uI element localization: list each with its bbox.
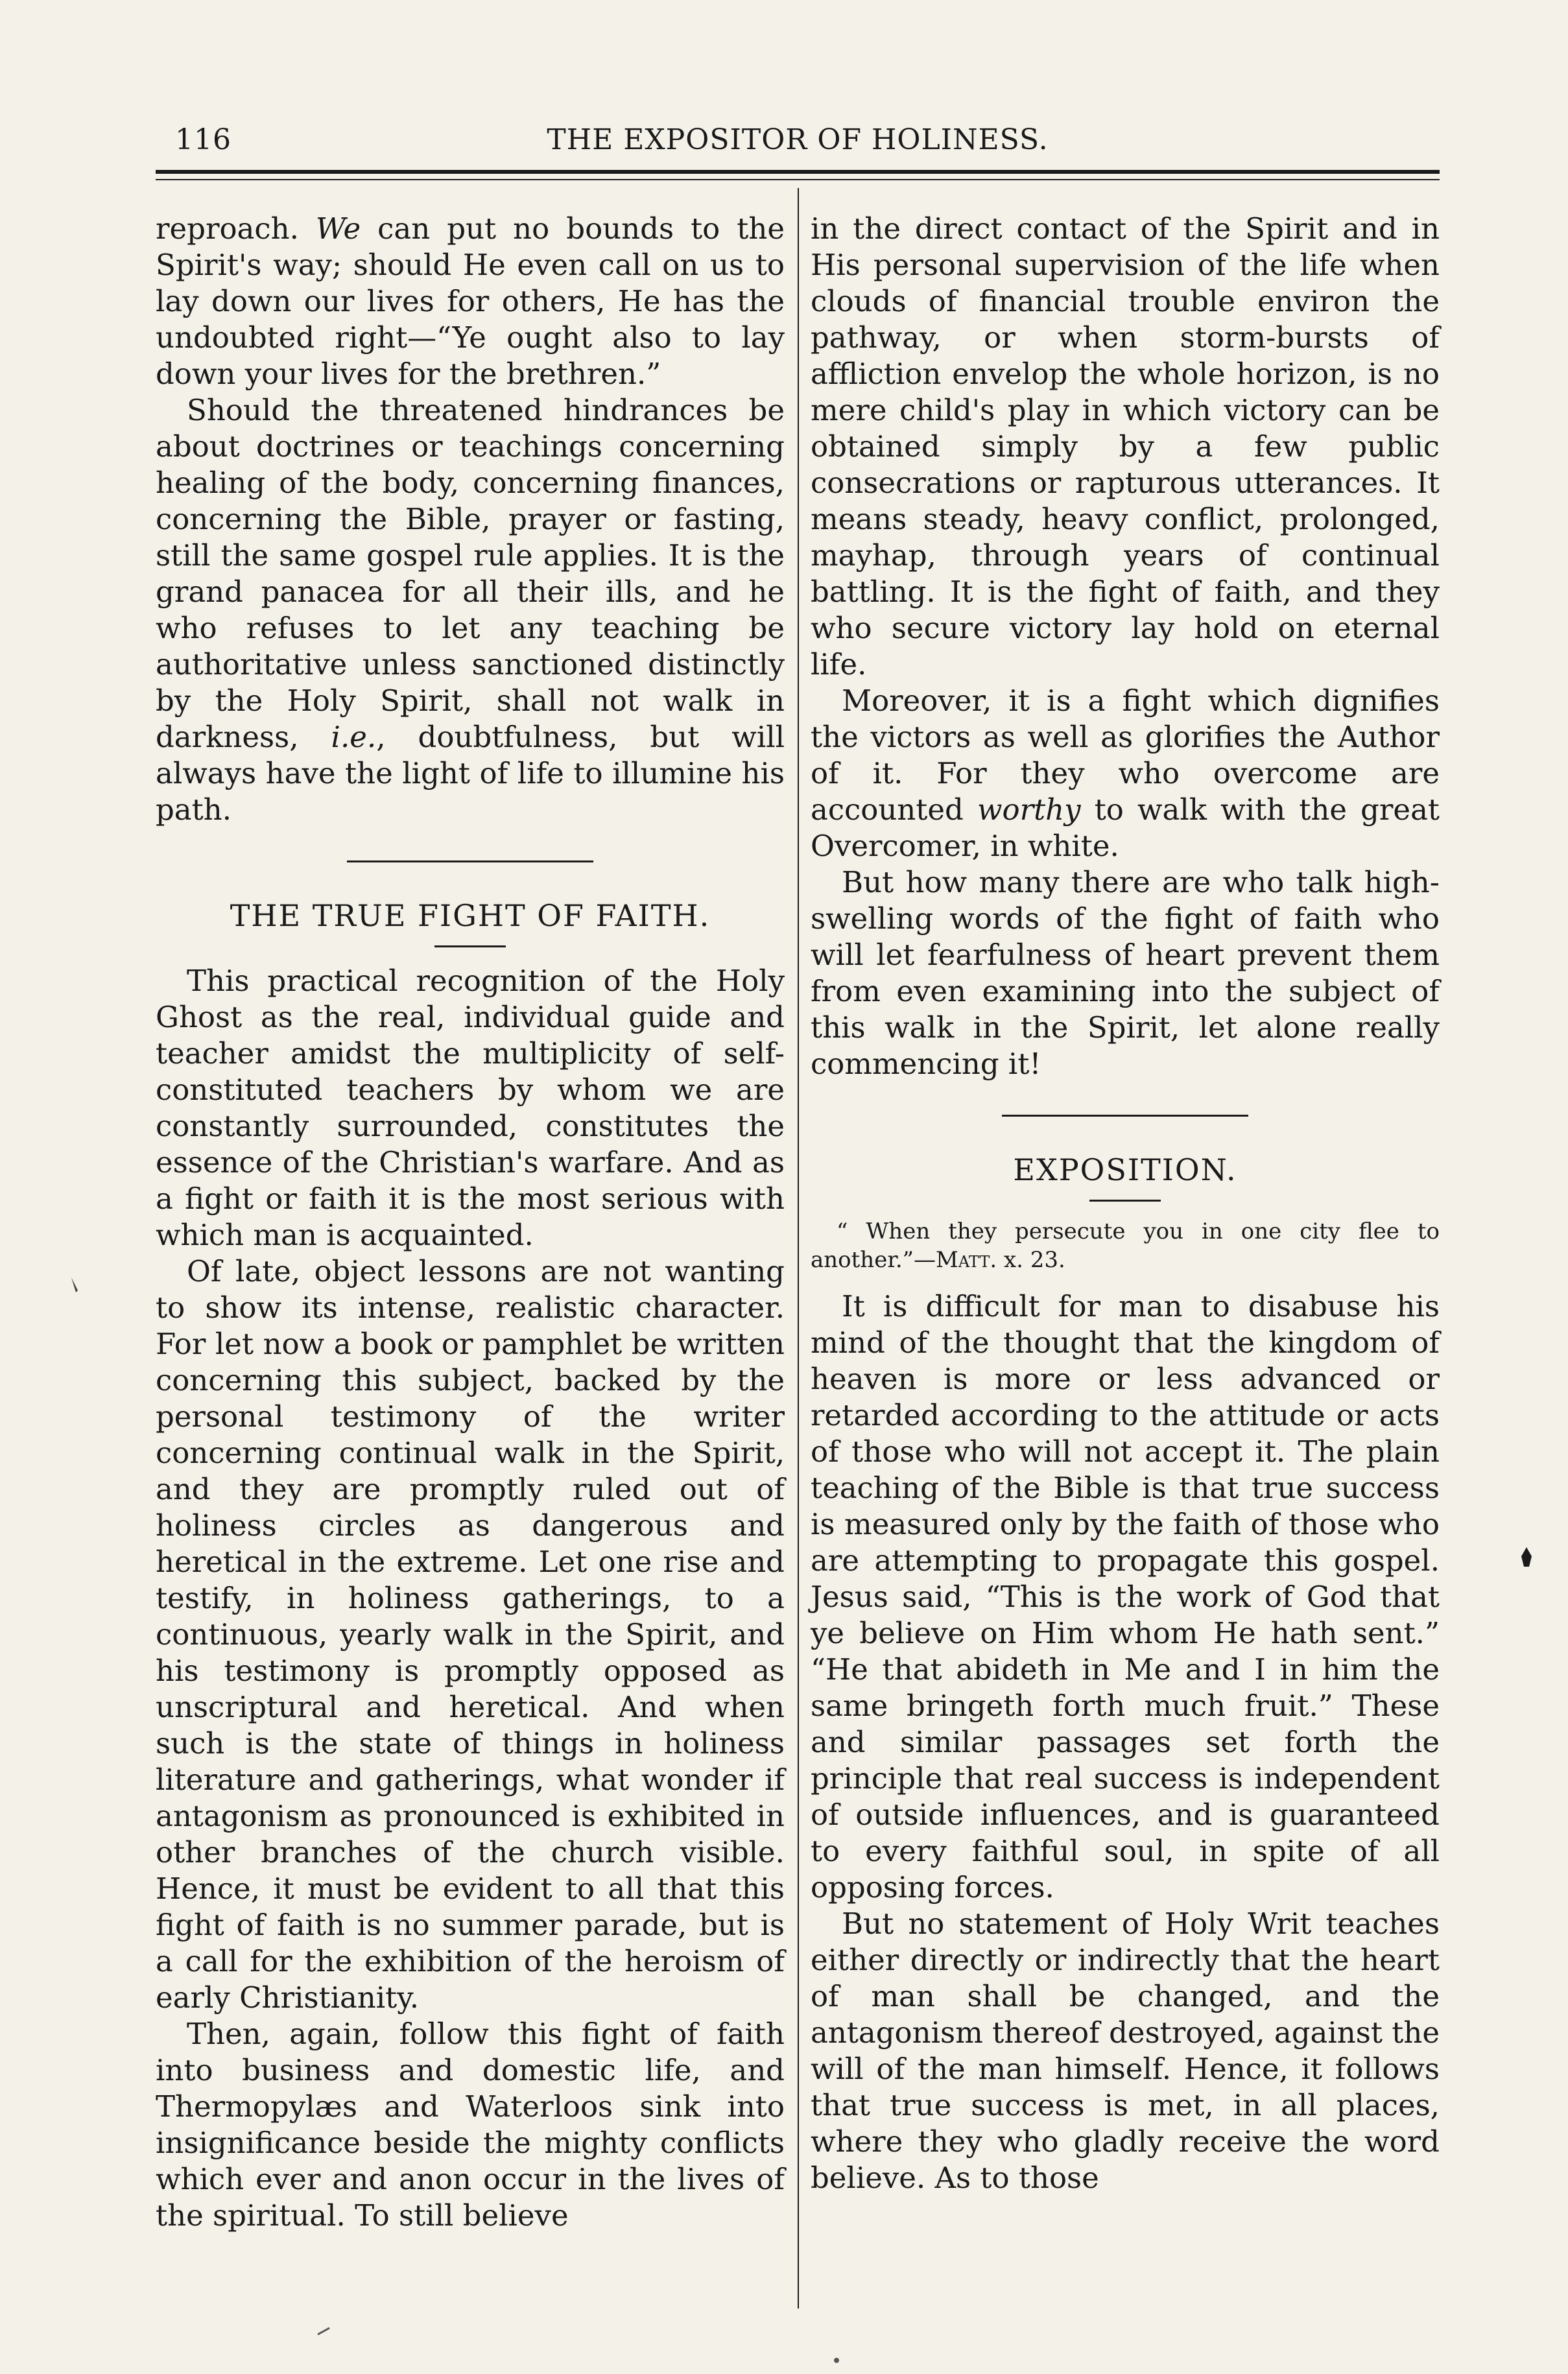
section-separator bbox=[1002, 1115, 1248, 1117]
paragraph: But how many there are who talk high-swelling words of the fight of faith who will let fearfulness of heart prevent them from even examining into the subject of this walk in the Spirit, let alone really commencing it! bbox=[811, 865, 1440, 1081]
text-run: can put no bounds to the Spirit's way; should He even call on us to lay down our lives for others, He has the undoubted right—“Ye ought also to lay down your lives for the brethren.” bbox=[156, 211, 785, 391]
heading-rule bbox=[1089, 1200, 1161, 1202]
header-rule-thick bbox=[156, 170, 1440, 174]
italic-run: i.e. bbox=[331, 720, 377, 754]
text-run: reproach. bbox=[156, 211, 316, 246]
epigraph-verse: x. 23. bbox=[997, 1247, 1065, 1273]
paragraph: Then, again, follow this fight of faith into business and domestic life, and Thermopylæs and Waterloos sink into insignificance beside the mighty conflicts which ever and anon occur in the lives of the spiritual. To still believe bbox=[156, 2017, 785, 2233]
paragraph: It is difficult for man to disabuse his mind of the thought that the kingdom of heaven is more or less advanced or retarded according to the attitude or acts of those who will not accept it. The plain teaching of the Bible is that true success is measured only by the faith of those who are attempting to propagate this gospel. Jesus said, “This is the work of God that ye believe on Him whom He hath sent.” “He that abideth in Me and I in him the same bringeth forth much fruit.” These and similar passages set forth the principle that real success is independent of outside influences, and is guaranteed to every faithful soul, in spite of all opposing forces. bbox=[811, 1289, 1440, 1905]
paragraph: This practical recognition of the Holy Ghost as the real, individual guide and teacher amidst the multiplicity of self-constituted teachers by whom we are constantly surrounded, constitutes the essence of the Christian's warfare. And as a fight or faith it is the most serious with which man is acquainted. bbox=[156, 964, 785, 1252]
text-run: , doubtfulness, but will always have the light of life to illumine his path. bbox=[156, 720, 785, 827]
column-divider bbox=[798, 188, 799, 2309]
text-run: to walk with the great Overcomer, in white. bbox=[811, 792, 1440, 863]
paragraph: But no statement of Holy Writ teaches either directly or indirectly that the heart of man shall be changed, and the antagonism thereof destroyed, against the will of the man himself. Hence, it follows that true success is met, in all places, where they who gladly receive the word believe. As to those bbox=[811, 1906, 1440, 2195]
ink-speck bbox=[71, 1277, 78, 1292]
epigraph-quote: “ When they persecute you in one city flee to another.”— bbox=[811, 1218, 1440, 1273]
paragraph: Of late, object lessons are not wanting to show its intense, realistic character. For let now a book or pamphlet be written concerning this subject, backed by the personal testimony of the writer concerning continual walk in the Spirit, and they are promptly ruled out of holiness circles as dangerous and heretical in the extreme. Let one rise and testify, in holiness gatherings, to a continuous, yearly walk in the Spirit, and his testimony is promptly opposed as unscriptural and heretical. And when such is the state of things in holiness literature and gatherings, what wonder if antagonism as pronounced is exhibited in other branches of the church visible. Hence, it must be evident to all that this fight of faith is no summer parade, but is a call for the exhibition of the heroism of early Christianity. bbox=[156, 1254, 785, 2015]
epigraph bbox=[811, 1217, 1440, 1274]
text-run: Should the threatened hindrances be about doctrines or teachings concerning healing of the body, concerning finances, concerning the Bible, prayer or fasting, still the same gospel rule applies. It is the grand panacea for all their ills, and he who refuses to let any teaching be authoritative unless sanctioned distinctly by the Holy Spirit, shall not walk in darkness, bbox=[156, 393, 785, 754]
running-title: THE EXPOSITOR OF HOLINESS. bbox=[547, 123, 1049, 156]
text-run: Moreover, it is a fight which dignifies the victors as well as glorifies the Author of it. For they who overcome are accounted bbox=[811, 683, 1440, 827]
section-heading: THE TRUE FIGHT OF FAITH. bbox=[230, 898, 711, 933]
paragraph: in the direct contact of the Spirit and in His personal supervision of the life when clouds of financial trouble environ the pathway, or when storm-bursts of affliction envelop the whole horizon, is no mere child's play in which victory can be obtained simply by a few public consecrations or rapturous utterances. It means steady, heavy conflict, prolonged, mayhap, through years of continual battling. It is the fight of faith, and they who secure victory lay hold on eternal life. bbox=[811, 211, 1440, 682]
right-column bbox=[811, 211, 1440, 2196]
ink-speck bbox=[834, 2358, 839, 2363]
page bbox=[156, 91, 1440, 2309]
header-rule-thin bbox=[156, 179, 1440, 180]
heading-rule bbox=[434, 945, 506, 947]
italic-run: We bbox=[315, 211, 361, 246]
section-heading: EXPOSITION. bbox=[1013, 1152, 1237, 1187]
left-column bbox=[156, 211, 785, 2234]
header-rules bbox=[156, 170, 1440, 180]
paragraph bbox=[156, 392, 785, 828]
epigraph-reference: Matt. bbox=[936, 1247, 997, 1273]
running-header bbox=[156, 91, 1440, 162]
italic-run: worthy bbox=[977, 792, 1081, 827]
page-number: 116 bbox=[175, 123, 232, 156]
paragraph bbox=[156, 211, 785, 392]
ink-speck bbox=[318, 2328, 329, 2334]
paragraph bbox=[811, 683, 1440, 864]
section-separator bbox=[347, 861, 593, 862]
ink-speck bbox=[1521, 1547, 1532, 1567]
